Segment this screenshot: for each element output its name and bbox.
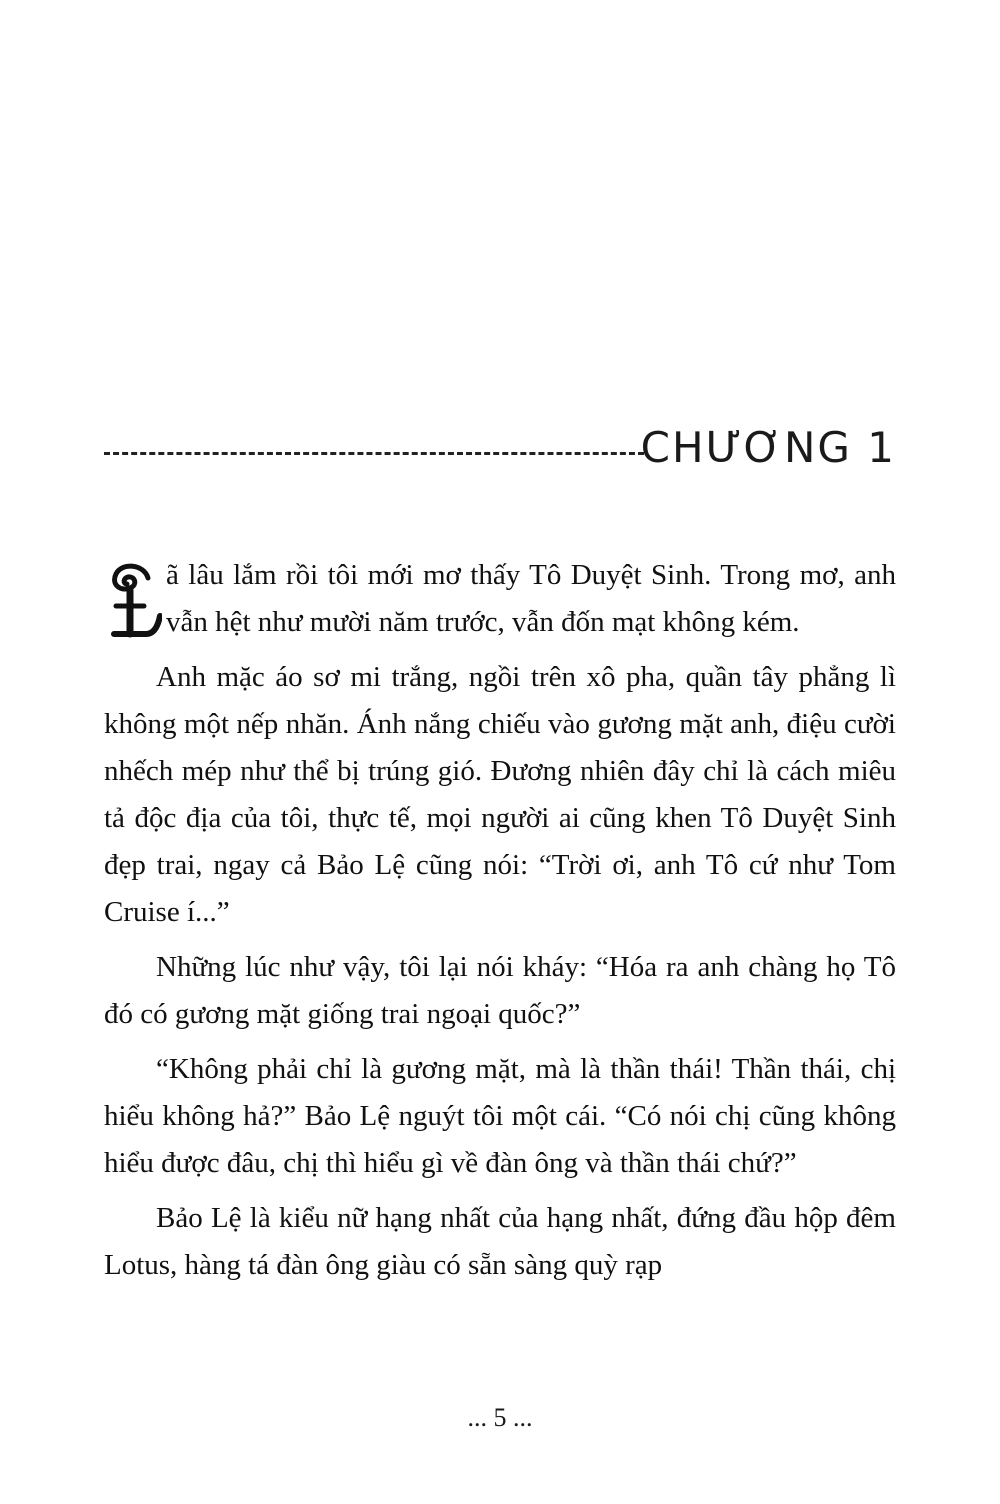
chapter-dashed-rule <box>104 452 644 455</box>
page-number: ... 5 ... <box>467 1403 533 1432</box>
paragraph-1-text: ã lâu lắm rồi tôi mới mơ thấy Tô Duyệt Sinh. Trong mơ, anh vẫn hệt như mười năm trước, vẫn đốn mạt không kém. <box>166 559 896 638</box>
chapter-header <box>104 418 896 478</box>
paragraph-1 <box>104 552 896 646</box>
drop-cap-letter <box>104 556 162 642</box>
chapter-title: CHƯƠNG 1 <box>640 423 896 472</box>
paragraph-5: Bảo Lệ là kiểu nữ hạng nhất của hạng nhất, đứng đầu hộp đêm Lotus, hàng tá đàn ông giàu có sẵn sàng quỳ rạp <box>104 1202 896 1281</box>
chapter-body <box>104 552 896 1297</box>
paragraph-3: Những lúc như vậy, tôi lại nói kháy: “Hóa ra anh chàng họ Tô đó có gương mặt giống trai ngoại quốc?” <box>104 951 896 1030</box>
paragraph-4: “Không phải chỉ là gương mặt, mà là thần thái! Thần thái, chị hiểu không hả?” Bảo Lệ nguýt tôi một cái. “Có nói chị cũng không hiểu được đâu, chị thì hiểu gì về đàn ông và thần thái chứ?” <box>104 1053 896 1179</box>
paragraph-2: Anh mặc áo sơ mi trắng, ngồi trên xô pha, quần tây phẳng lì không một nếp nhăn. Ánh nắng chiếu vào gương mặt anh, điệu cười nhếch mép như thể bị trúng gió. Đương nhiên đây chỉ là cách miêu tả độc địa của tôi, thực tế, mọi người ai cũng khen Tô Duyệt Sinh đẹp trai, ngay cả Bảo Lệ cũng nói: “Trời ơi, anh Tô cứ như Tom Cruise í...” <box>104 661 896 928</box>
